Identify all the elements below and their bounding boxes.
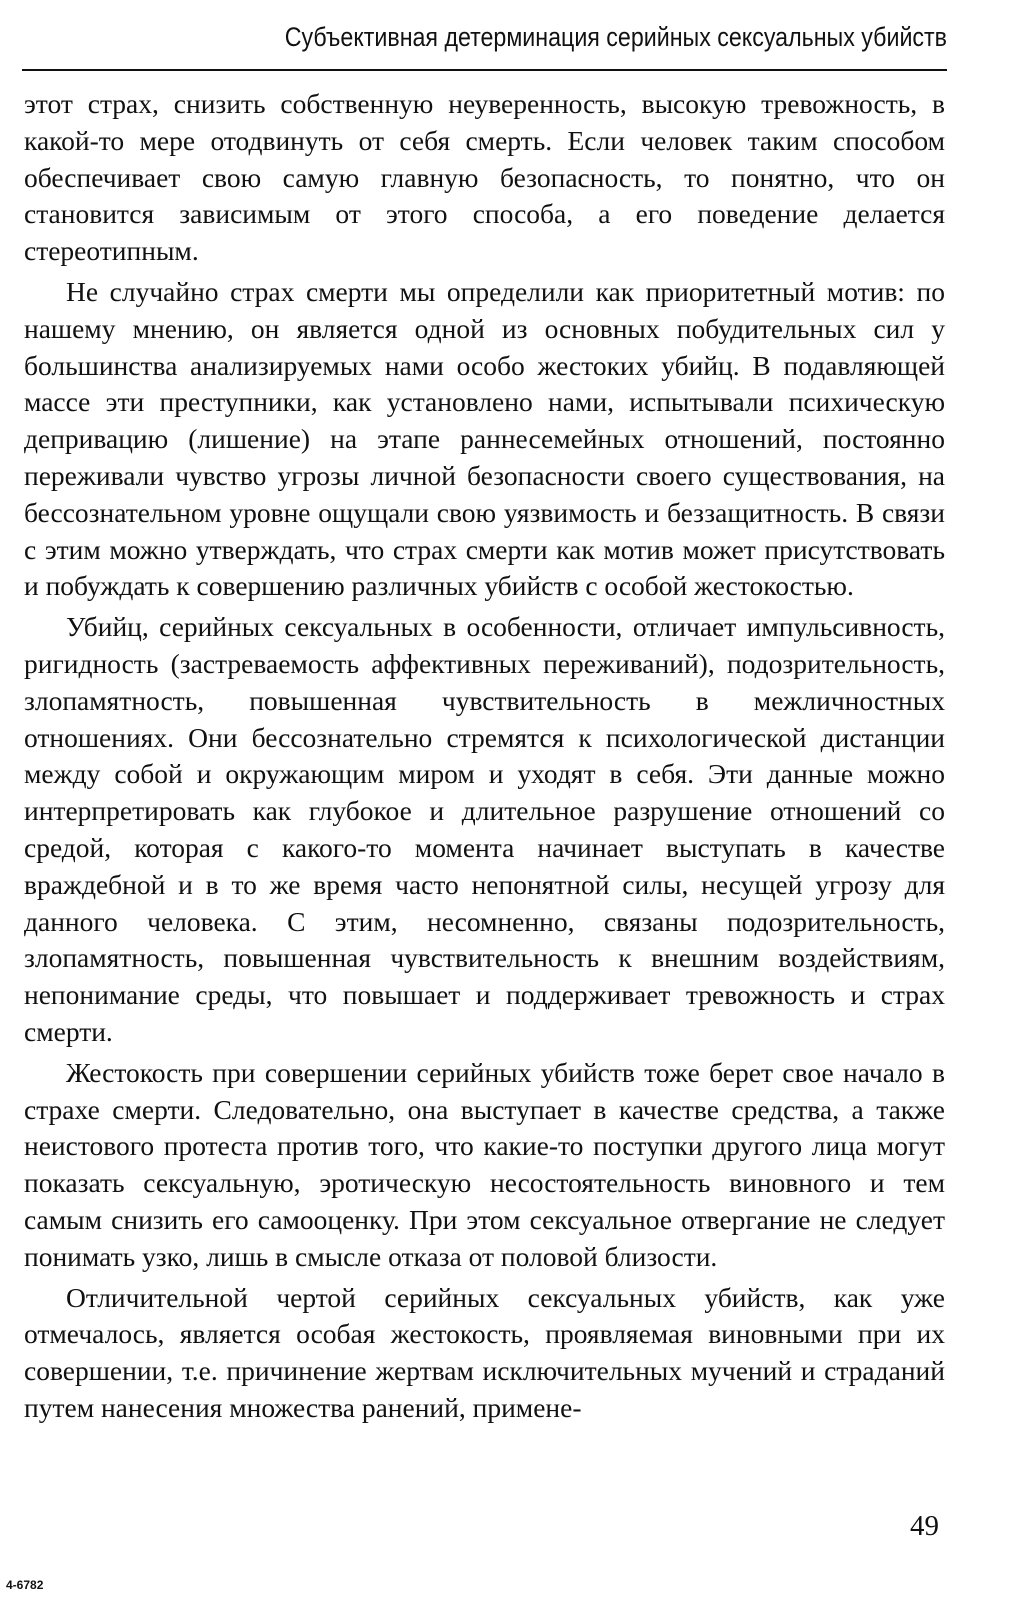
printer-signature-mark: 4-6782: [6, 1578, 44, 1592]
running-title: Субъективная детерминация серийных сексуальных убийств: [284, 22, 947, 52]
paragraph: Убийц, серийных сексуальных в особенности, отличает импульсивность, ригидность (застреваемость аффективных переживаний), подозрительность, злопамятность, повышенная чувствительность в межличностных отношениях. Они бессознательно стремятся к психологической дистанции между собой и окружающим миром и уходят в себя. Эти данные можно интерпретировать как глубокое и длительное разрушение отношений со средой, которая с какого-то момента начинает выступать в качестве враждебной и в то же время часто непонятной силы, несущей угрозу для данного человека. С этим, несомненно, связаны подозрительность, злопамятность, повышенная чувствительность к внешним воздействиям, непонимание среды, что повышает и поддерживает тревожность и страх смерти.: [24, 611, 945, 1047]
page-number: 49: [910, 1510, 939, 1542]
body-text: [24, 86, 945, 1431]
header-rule: [22, 69, 947, 71]
paragraph: этот страх, снизить собственную неуверенность, высокую тревожность, в какой-то мере отодвинуть от себя смерть. Если человек таким способом обеспечивает свою самую главную безопасность, то понятно, что он становится зависимым от этого способа, а его поведение делается стереотипным.: [24, 88, 945, 267]
paragraph: Отличительной чертой серийных сексуальных убийств, как уже отмечалось, является особая жестокость, проявляемая виновными при их совершении, т.е. причинение жертвам исключительных мучений и страданий путем нанесения множества ранений, примене-: [24, 1281, 945, 1423]
paragraph: Не случайно страх смерти мы определили как приоритетный мотив: по нашему мнению, он является одной из основных побудительных сил у большинства анализируемых нами особо жестоких убийц. В подавляющей массе эти преступники, как установлено нами, испытывали психическую депривацию (лишение) на этапе раннесемейных отношений, постоянно переживали чувство угрозы личной безопасности своего существования, на бессознательном уровне ощущали свою уязвимость и беззащитность. В связи с этим можно утверждать, что страх смерти как мотив может присутствовать и побуждать к совершению различных убийств с особой жестокостью.: [24, 275, 945, 602]
paragraph: Жестокость при совершении серийных убийств тоже берет свое начало в страхе смерти. Следовательно, она выступает в качестве средства, а также неистового протеста против того, что какие-то поступки другого лица могут показать сексуальную, эротическую несостоятельность виновного и тем самым снизить его самооценку. При этом сексуальное отвергание не следует понимать узко, лишь в смысле отказа от половой близости.: [24, 1056, 945, 1272]
